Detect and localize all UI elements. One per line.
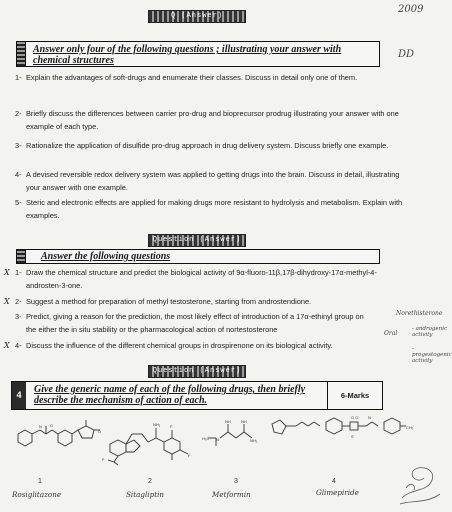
section-2-heading-box <box>16 249 380 264</box>
handwritten-x-mark: X <box>4 297 10 306</box>
margin-note-oral: Oral <box>384 330 398 337</box>
section-3-heading: Give the generic name of each of the following drugs, then briefly describe the mechanism of action of each. <box>34 384 306 406</box>
svg-text:CH₃: CH₃ <box>406 425 414 430</box>
question-banner-middle: Question (Answer) <box>148 234 246 247</box>
question-text: Draw the chemical structure and predict the biological activity of 9α-fluoro-11β,17β-dihydroxy-17α-methyl-4-androsten-3-one. <box>26 268 377 290</box>
question-number: 2- <box>15 297 22 306</box>
svg-text:O: O <box>50 423 54 428</box>
question-text: Briefly discuss the differences between carrier pro-drug and bioprecursor prodrug illustrating your answer with one example of each type. <box>26 109 399 131</box>
svg-text:S: S <box>351 434 354 439</box>
drug-name-answer: Glimepiride <box>316 488 359 497</box>
heading-tab-marker <box>17 250 26 263</box>
drug-number: 4 <box>332 478 336 485</box>
drug-number: 3 <box>234 478 238 485</box>
question-number-badge: 4 <box>12 382 26 409</box>
marks-label: 6-Marks <box>327 382 382 409</box>
margin-note-norethisterone: Norethisterone <box>396 310 443 317</box>
question-text: Suggest a method for preparation of methyl testosterone, starting from androstendione. <box>26 297 312 306</box>
svg-text:N: N <box>216 437 219 442</box>
handwritten-year: 2009 <box>398 4 424 15</box>
svg-text:NH: NH <box>241 419 247 424</box>
drug-number: 1 <box>38 478 42 485</box>
section-1-heading: Answer only four of the following questions ; illustrating your answer with chemical structures <box>33 44 342 66</box>
metformin-structure <box>200 418 260 462</box>
drug-name-answer: Metformin <box>212 490 251 499</box>
question-number: 4- <box>15 170 22 179</box>
question-text: Predict, giving a reason for the prediction, the most likely effect of introduction of a 17α-ethinyl group on the either the in situ stability or the pharmacological action of nortestosterone <box>26 312 364 334</box>
svg-text:F: F <box>102 457 105 462</box>
rosiglitazone-structure <box>12 418 112 462</box>
drug-name-answer: Rosiglitazone <box>12 490 62 499</box>
question-number: 2- <box>15 109 22 118</box>
drug-number: 2 <box>148 478 152 485</box>
handwritten-doodle-icon <box>392 448 448 508</box>
question-number: 1- <box>15 73 22 82</box>
svg-text:O: O <box>98 429 102 434</box>
section-1-heading-box <box>16 41 380 67</box>
sitagliptin-structure <box>100 414 210 466</box>
svg-text:O O: O O <box>351 415 359 420</box>
question-number: 5- <box>15 198 22 207</box>
handwritten-x-mark: X <box>4 341 10 350</box>
question-number: 3- <box>15 141 22 150</box>
question-number: 3- <box>15 312 22 321</box>
question-number: 1- <box>15 268 22 277</box>
svg-text:F: F <box>188 453 191 458</box>
section-3-heading-box <box>11 381 383 410</box>
svg-text:N: N <box>368 415 371 420</box>
glimepiride-structure <box>268 410 452 446</box>
svg-text:NH: NH <box>225 419 231 424</box>
margin-note-androgenic: - androgenic activity <box>412 326 448 338</box>
question-banner-top: Q (Answer) <box>148 10 246 23</box>
section-2-heading: Answer the following questions <box>41 251 171 262</box>
question-banner-lower: Question (Answer) <box>148 365 246 378</box>
svg-text:H₃C: H₃C <box>202 436 210 441</box>
svg-text:N: N <box>39 424 42 429</box>
question-number: 4- <box>15 341 22 350</box>
svg-text:F: F <box>170 424 173 429</box>
handwritten-dd: DD <box>398 49 415 60</box>
margin-note-progestogenic: - progestogenic activity <box>412 346 452 364</box>
drug-name-answer: Sitagliptin <box>126 490 165 499</box>
question-text: Explain the advantages of soft-drugs and enumerate their classes. Discuss in detail only one of them. <box>26 73 358 82</box>
svg-text:NH₂: NH₂ <box>153 422 161 427</box>
question-text: Rationalize the application of disulfide pro-drug approach in drug delivery system. Discuss briefly one example. <box>26 141 389 150</box>
question-text: Discuss the influence of the different chemical groups in drospirenone on its biological activity. <box>26 341 333 350</box>
heading-tab-marker <box>17 42 26 66</box>
svg-text:NH₂: NH₂ <box>250 438 258 443</box>
question-text: Steric and electronic effects are applied for making drugs more resistant to hydrolysis and metabolism. Explain with examples. <box>26 198 403 220</box>
question-text: A devised reversible redox delivery system was applied to getting drugs into the brain. Discuss in detail, illustrating your answer with one example. <box>26 170 400 192</box>
handwritten-x-mark: X <box>4 268 10 277</box>
